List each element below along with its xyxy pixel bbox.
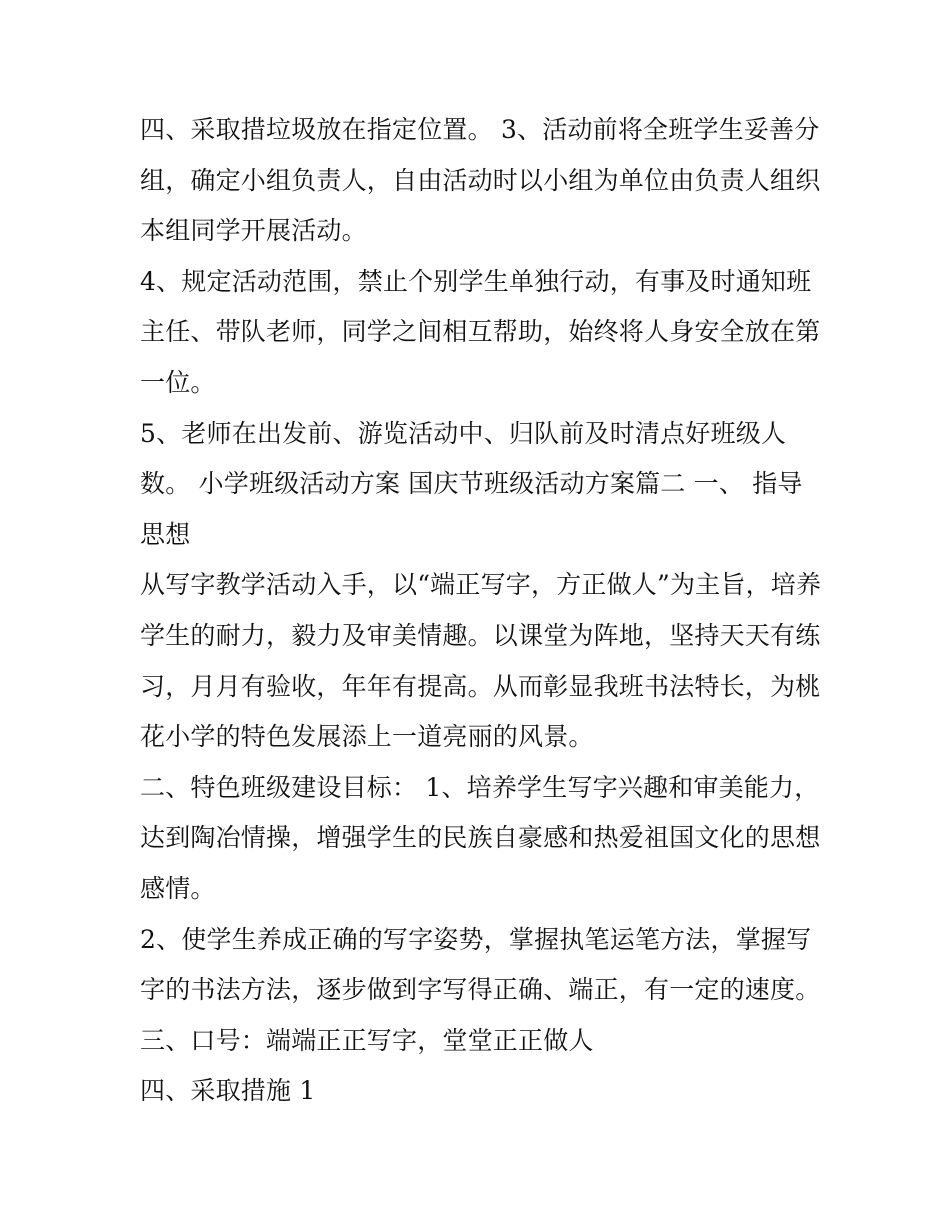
text-line: 从写字教学活动入手，以“端正写字，方正做人”为主旨，培养 <box>140 570 822 600</box>
text-line: 数。 小学班级活动方案 国庆节班级活动方案篇二 一、 指导 <box>140 469 803 499</box>
text-line: 习，月月有验收，年年有提高。从而彰显我班书法特长，为桃 <box>140 671 821 701</box>
text-line: 学生的耐力，毅力及审美情趣。以课堂为阵地，坚持天天有练 <box>140 620 821 650</box>
text-line: 一位。 <box>140 367 216 397</box>
text-line: 5、老师在出发前、游览活动中、归队前及时清点好班级人 <box>140 418 787 448</box>
text-line: 2、使学生养成正确的写字姿势，掌握执笔运笔方法，掌握写 <box>140 924 812 954</box>
text-line: 4、规定活动范围，禁止个别学生单独行动，有事及时通知班 <box>140 266 812 296</box>
text-line: 四、采取措垃圾放在指定位置。 3、活动前将全班学生妥善分 <box>140 115 820 144</box>
text-line: 二、特色班级建设目标： 1、培养学生写字兴趣和审美能力， <box>140 772 820 802</box>
text-line: 三、口号：端端正正写字，堂堂正正做人 <box>140 1025 594 1055</box>
text-line: 四、采取措施 1 <box>140 1076 316 1106</box>
text-line: 感情。 <box>140 873 216 903</box>
text-line: 本组同学开展活动。 <box>140 216 367 246</box>
text-line: 主任、带队老师，同学之间相互帮助，始终将人身安全放在第 <box>140 317 821 347</box>
text-line: 花小学的特色发展添上一道亮丽的风景。 <box>140 722 594 752</box>
text-line: 达到陶冶情操，增强学生的民族自豪感和热爱祖国文化的思想 <box>140 823 821 853</box>
text-line: 字的书法方法，逐步做到字写得正确、端正，有一定的速度。 <box>140 975 821 1005</box>
document-body <box>140 105 820 1117</box>
text-line: 思想 <box>140 519 191 549</box>
text-line: 组，确定小组负责人，自由活动时以小组为单位由负责人组织 <box>140 165 821 195</box>
